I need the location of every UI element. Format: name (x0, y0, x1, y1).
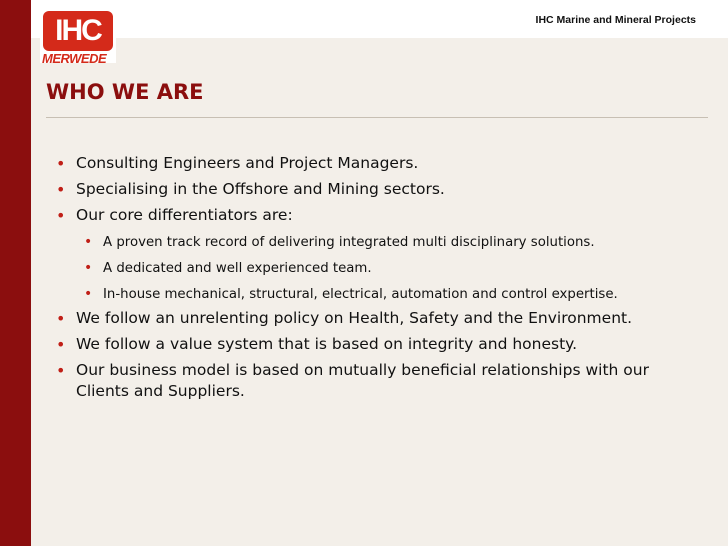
bullet-icon: • (56, 154, 66, 173)
sub-bullet-list (76, 234, 704, 303)
bullet-icon: • (84, 260, 93, 276)
ihc-merwede-logo (40, 9, 116, 66)
bullet-icon: • (84, 286, 93, 302)
slide (31, 0, 728, 546)
bullet-item: • Our business model is based on mutually beneficial relationships with our Clients and Suppliers. (56, 361, 649, 400)
company-name: IHC Marine and Mineral Projects (535, 14, 696, 26)
bullet-item: • Consulting Engineers and Project Managers. (56, 154, 419, 173)
bullet-icon: • (56, 180, 66, 199)
bullet-item: • We follow a value system that is based on integrity and honesty. (56, 335, 578, 354)
bullet-icon: • (56, 335, 66, 354)
bullet-icon: • (84, 234, 93, 250)
bullet-list (54, 153, 704, 407)
bullet-icon: • (56, 309, 66, 328)
bullet-icon: • (56, 361, 66, 380)
bullet-icon: • (56, 206, 66, 225)
sub-bullet-item: • A dedicated and well experienced team. (84, 260, 372, 276)
sub-bullet-item: • A proven track record of delivering integrated multi disciplinary solutions. (84, 234, 595, 250)
title-divider (46, 117, 708, 118)
bullet-item: • Our core differentiators are: • A proven track record of delivering integrated multi disciplinary solutions. • A dedicated and well experienced team. • In-house mechanical, structural, electrical, automation and control expertise. (54, 205, 704, 303)
slide-title: WHO WE ARE (46, 80, 204, 104)
logo-mark: IHC (43, 11, 113, 51)
left-accent-bar (0, 0, 31, 546)
bullet-item: • We follow an unrelenting policy on Health, Safety and the Environment. (56, 309, 633, 328)
header-strip (31, 0, 728, 38)
bullet-item: • Specialising in the Offshore and Mining sectors. (56, 180, 445, 199)
sub-bullet-item: • In-house mechanical, structural, electrical, automation and control expertise. (84, 286, 618, 302)
logo-wordmark: MERWEDE (42, 51, 107, 66)
